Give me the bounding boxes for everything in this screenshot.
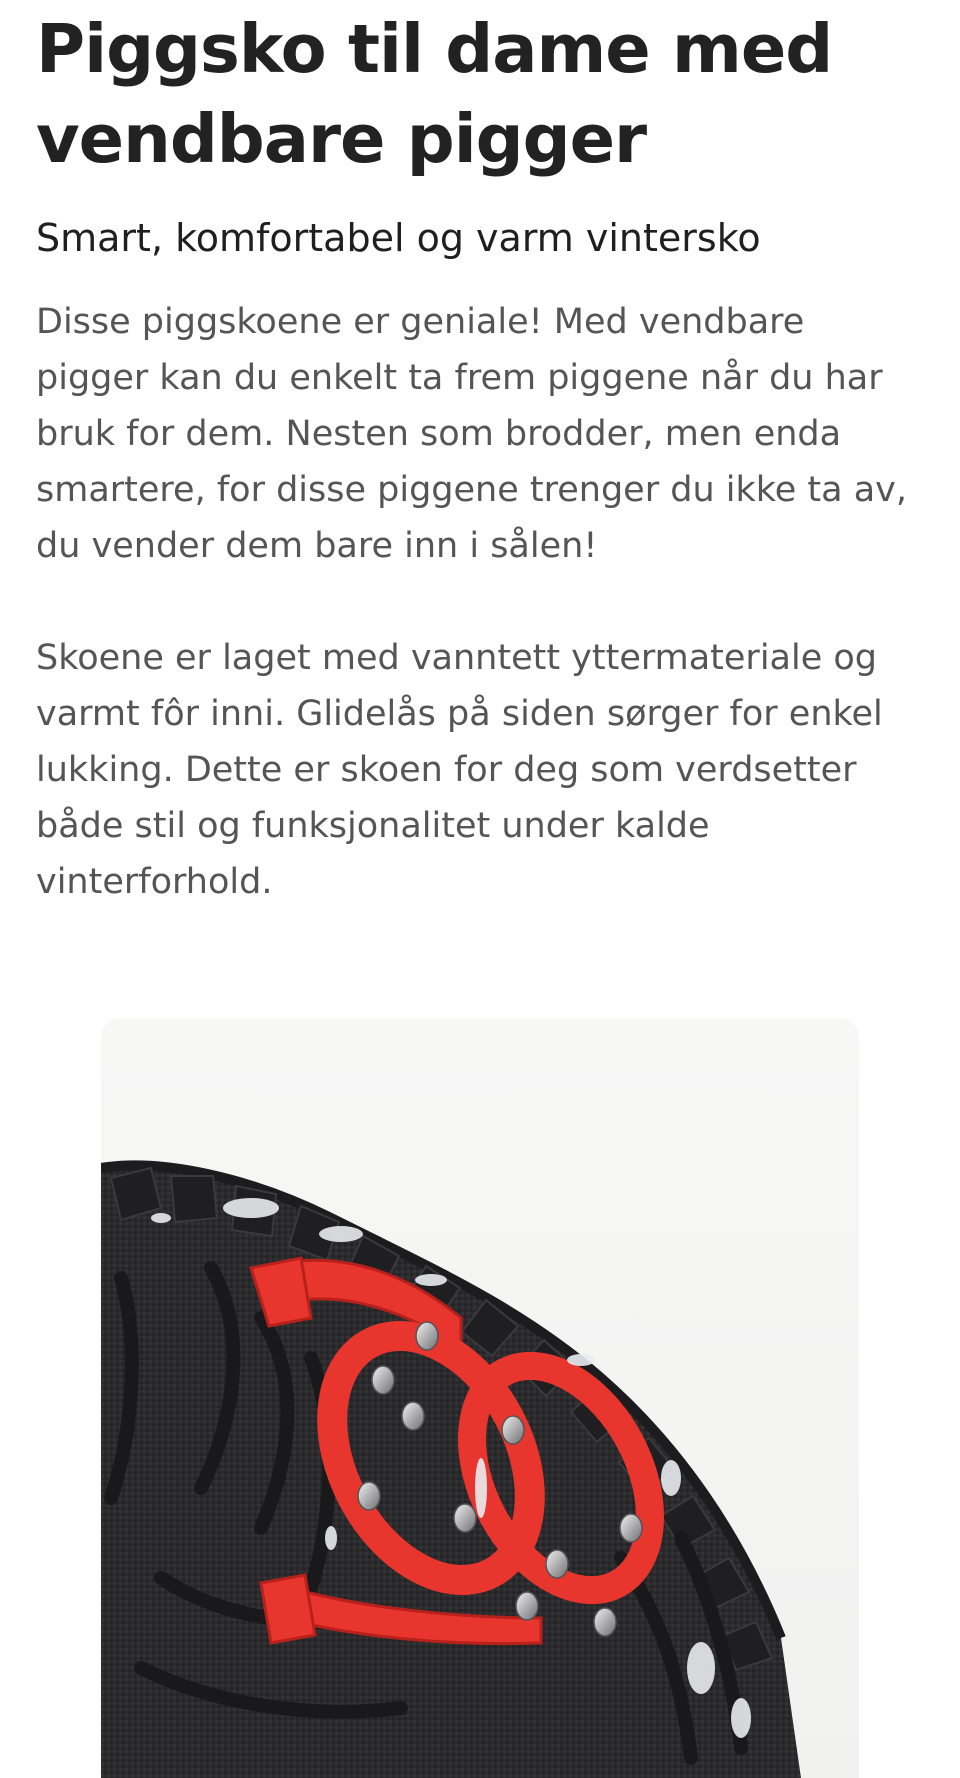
page-subtitle: Smart, komfortabel og varm vintersko: [36, 216, 761, 260]
shoe-sole-illustration: [101, 1018, 859, 1778]
description-paragraph-2: Skoene er laget med vanntett yttermateriale og varmt fôr inni. Glidelås på siden sørger for enkel lukking. Dette er skoen for deg som verdsetter både stil og funksjonalitet under kalde vinterforhold.: [36, 638, 883, 902]
page-title: Piggsko til dame med vendbare pigger: [36, 10, 833, 178]
product-image: [101, 1018, 859, 1778]
description-paragraph-1: Disse piggskoene er geniale! Med vendbare pigger kan du enkelt ta frem piggene når du har bruk for dem. Nesten som brodder, men enda smartere, for disse piggene trenger du ikke ta av, du vender dem bare inn i sålen!: [36, 302, 908, 566]
article-content: [36, 0, 916, 910]
